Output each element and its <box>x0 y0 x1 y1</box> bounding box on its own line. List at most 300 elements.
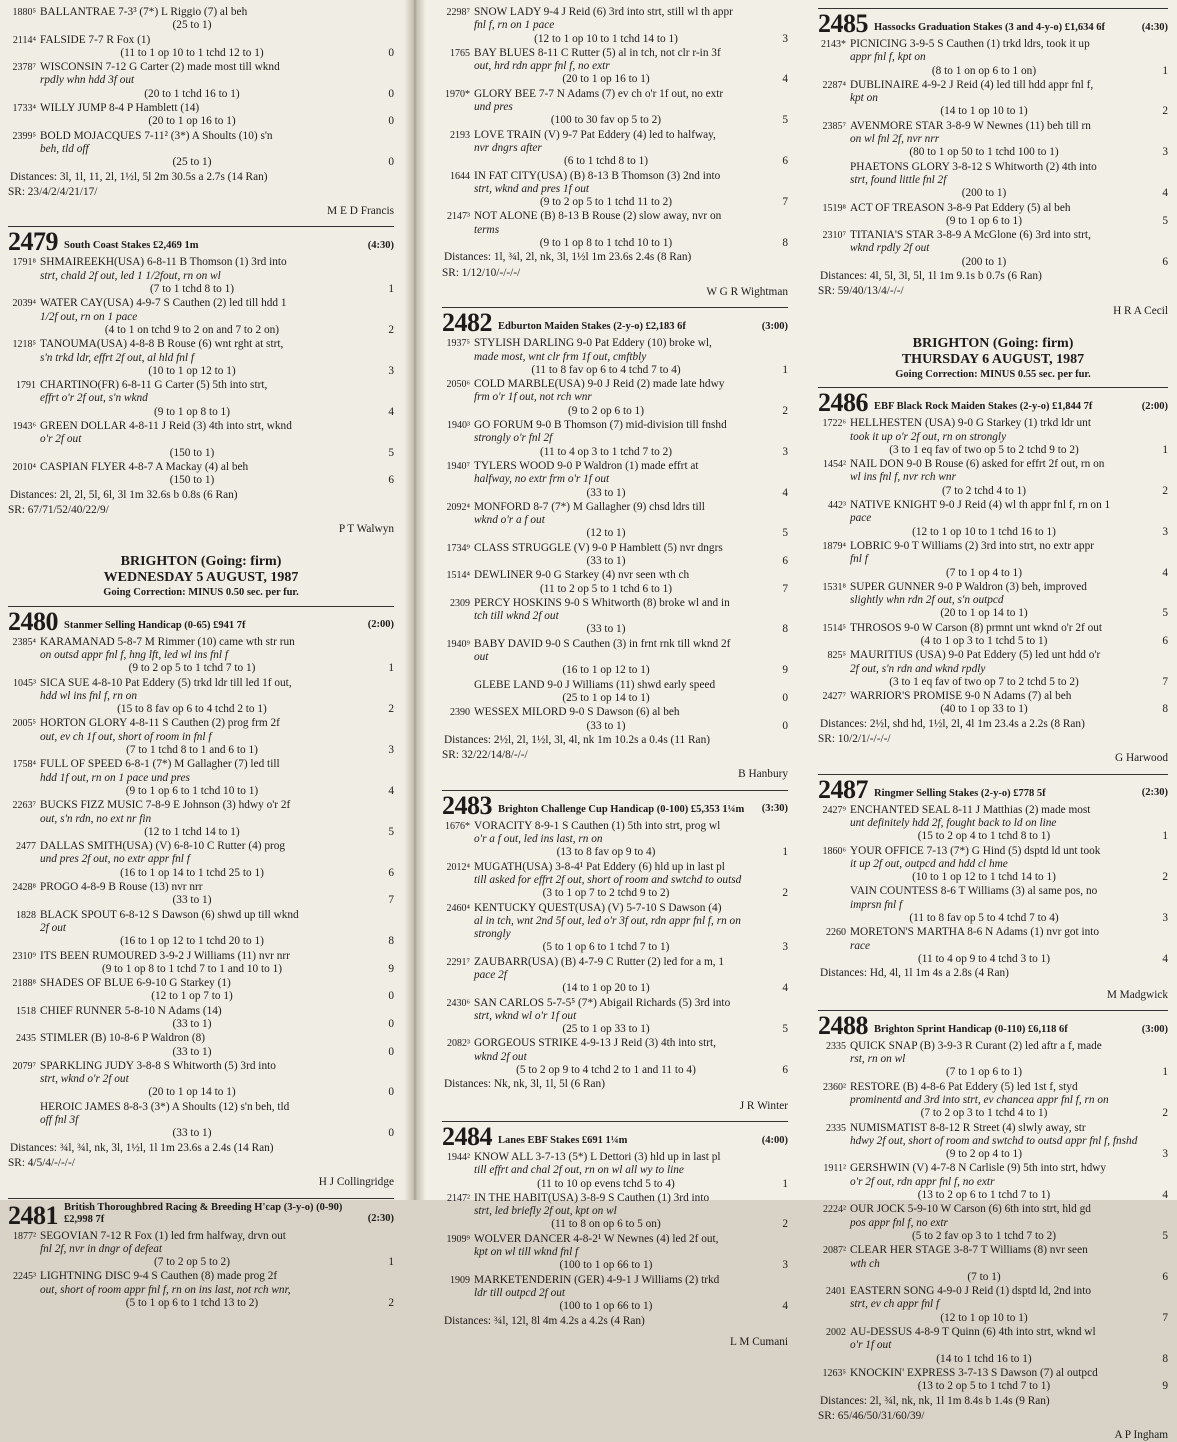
runner-odds: (9 to 1 op 8 to 1) <box>154 405 230 418</box>
runner-name: KENTUCKY QUEST(USA) (V) 5-7-10 S Dawson (4) <box>474 901 722 914</box>
finishing-position: 2 <box>388 323 394 336</box>
runner-comment: o'r a f out, led ins last, rn on <box>474 833 603 846</box>
runner-entry <box>818 1244 1168 1284</box>
runner-comment: strt, ev ch appr fnl f <box>850 1298 940 1311</box>
finishing-position: 3 <box>388 744 394 757</box>
runner-line <box>442 1151 770 1164</box>
form-reference: 1519⁸ <box>822 202 846 214</box>
speed-rating: SR: 4/5/4/-/-/-/ <box>8 1156 75 1169</box>
runner-comment: o'r 2f out, rdn appr fnl f, no extr <box>850 1175 995 1188</box>
runner-line <box>818 1244 1150 1257</box>
runner-entry <box>442 460 788 500</box>
runner-comment: appr fnl f, kpt on <box>850 51 926 64</box>
runner-name: PHAETONS GLORY 3-8-12 S Whitworth (2) 4th into <box>850 160 1097 173</box>
runner-entry <box>818 1285 1168 1325</box>
finishing-position: 3 <box>782 1259 788 1272</box>
runner-comment: wknd o'r a f out <box>474 514 545 527</box>
runner-line <box>442 337 770 350</box>
runner-name: BALLANTRAE 7-3³ (7*) L Riggio (7) al beh <box>40 6 248 18</box>
form-reference: 2390 <box>450 707 470 719</box>
runner-name: ZAUBARR(USA) (B) 4-7-9 C Rutter (2) led for a m, 1 <box>474 955 725 968</box>
runner-line <box>442 419 770 432</box>
runner-name: WESSEX MILORD 9-0 S Dawson (6) al beh <box>474 706 680 719</box>
runner-name: KARAMANAD 5-8-7 M Rimmer (10) came wth str run <box>40 635 295 648</box>
race-number: 2485 <box>818 9 868 38</box>
race-time: (2:30) <box>1141 787 1168 799</box>
form-reference: 2385⁷ <box>822 120 846 132</box>
runner-odds: (7 to 1) <box>967 1270 1001 1283</box>
runner-entry <box>8 1060 394 1100</box>
runner-entry <box>818 1162 1168 1202</box>
runner-entry <box>442 378 788 418</box>
race-distances: Distances: 1l, ¾l, 2l, nk, 3l, 1½l 1m 23.6s 2.4s (8 Ran) <box>444 251 692 264</box>
race-rule <box>818 774 1168 775</box>
runner-line <box>442 638 770 651</box>
finishing-position: 2 <box>1162 484 1168 497</box>
runner-name: THROSOS 9-0 W Carson (8) prmnt unt wknd o'r 2f out <box>850 621 1103 634</box>
runner-entry <box>8 950 394 977</box>
runner-line <box>8 950 376 963</box>
runner-entry <box>442 1151 788 1191</box>
runner-comment: till effrt and chal 2f out, rn on wl all wy to line <box>474 1164 684 1177</box>
runner-entry <box>442 542 788 569</box>
form-reference: 2005⁵ <box>12 718 36 730</box>
runner-odds: (12 to 1) <box>586 527 626 540</box>
race-distances: Distances: Hd, 4l, 1l 1m 4s a 2.8s (4 Ran) <box>820 967 1009 980</box>
race-block <box>818 1010 1168 1442</box>
runner-entry <box>442 210 788 250</box>
runner-name: FALSIDE 7-7 R Fox (1) <box>40 33 151 46</box>
finishing-position: 1 <box>782 846 788 859</box>
runner-odds: (33 to 1) <box>586 719 626 732</box>
runner-comment: fnl f <box>850 553 868 566</box>
runner-odds: (33 to 1) <box>586 623 626 636</box>
form-reference: 1531⁸ <box>822 581 846 593</box>
runner-line <box>8 461 376 474</box>
runner-comment: out, hrd rdn appr fnl f, no extr <box>474 60 610 73</box>
runner-odds: (10 to 1 op 12 to 1 tchd 14 to 1) <box>912 871 1056 884</box>
runner-name: BLACK SPOUT 6-8-12 S Dawson (6) shwd up till wknd <box>40 908 299 921</box>
race-rule <box>442 790 788 791</box>
runner-name: EASTERN SONG 4-9-0 J Reid (1) dsptd ld, 2nd into <box>850 1285 1091 1298</box>
runner-line <box>818 845 1150 858</box>
runner-name: ACT OF TREASON 3-8-9 Pat Eddery (5) al beh <box>850 201 1071 214</box>
runner-line <box>8 420 376 433</box>
runner-entry <box>8 1230 394 1270</box>
race-title: Edburton Maiden Stakes (2-y-o) £2,183 6f <box>498 321 686 333</box>
runner-name: SPARKLING JUDY 3-8-8 S Whitworth (5) 3rd into <box>40 1059 276 1072</box>
finishing-position: 6 <box>782 1064 788 1077</box>
race-continuation <box>442 6 788 299</box>
runner-name: AVENMORE STAR 3-8-9 W Newnes (11) beh till rn <box>850 119 1091 132</box>
finishing-position: 2 <box>388 1297 394 1310</box>
form-reference: 1944² <box>447 1151 470 1163</box>
race-time: (2:00) <box>367 619 394 631</box>
finishing-position: 1 <box>388 1256 394 1269</box>
form-reference: 2082³ <box>447 1038 470 1050</box>
runner-line <box>818 649 1150 662</box>
form-reference: 1940³ <box>447 420 470 432</box>
runner-comment: till asked for effrt 2f out, short of room and swtchd to outsd <box>474 873 742 886</box>
column-2 <box>442 6 788 1348</box>
finishing-position: 6 <box>1162 255 1168 268</box>
runner-name: SHMAIREEKH(USA) 6-8-11 B Thomson (1) 3rd into <box>40 256 287 269</box>
form-reference: 825⁵ <box>827 650 846 662</box>
form-reference: 2399⁵ <box>12 130 36 142</box>
runner-line <box>442 129 770 142</box>
finishing-position: 3 <box>1162 1148 1168 1161</box>
finishing-position: 5 <box>1162 214 1168 227</box>
runner-line <box>818 690 1150 703</box>
runner-entry <box>442 956 788 996</box>
race-distances: Distances: Nk, nk, 3l, 1l, 5l (6 Ran) <box>444 1078 605 1091</box>
book-gutter <box>404 0 426 1200</box>
runner-entry <box>818 845 1168 885</box>
race-block <box>442 790 788 1113</box>
form-reference: 1828 <box>16 909 36 921</box>
finishing-position: 6 <box>782 554 788 567</box>
finishing-position: 1 <box>388 662 394 675</box>
form-reference: 1943⁶ <box>12 421 36 433</box>
form-reference: 1758⁴ <box>12 759 36 771</box>
runner-line <box>8 881 376 894</box>
runner-line <box>818 1040 1150 1053</box>
runner-odds: (11 to 4 op 9 to 4 tchd 3 to 1) <box>918 952 1050 965</box>
form-reference: 2428⁸ <box>12 882 36 894</box>
runner-comment: wth ch <box>850 1257 880 1270</box>
finishing-position: 3 <box>1162 912 1168 925</box>
form-reference <box>8 1101 36 1114</box>
runner-name: TITANIA'S STAR 3-8-9 A McGlone (6) 3rd into strt, <box>850 229 1091 242</box>
runner-odds: (9 to 2 op 6 to 1) <box>568 404 644 417</box>
runner-odds: (33 to 1) <box>172 1127 212 1140</box>
runner-entry <box>818 38 1168 78</box>
runner-name: GLORY BEE 7-7 N Adams (7) ev ch o'r 1f out, no extr <box>474 87 724 100</box>
form-reference: 1518 <box>16 1005 36 1017</box>
runner-odds: (12 to 1 op 10 to 1) <box>940 1311 1028 1324</box>
runner-odds: (7 to 1 tchd 8 to 1) <box>149 283 235 296</box>
meeting-date: THURSDAY 6 AUGUST, 1987 <box>901 351 1085 367</box>
runner-name: BAY BLUES 8-11 C Rutter (5) al in tch, not clr r-in 3f <box>474 46 721 59</box>
runner-line <box>818 229 1150 242</box>
runner-line <box>8 1230 376 1243</box>
runner-comment: imprsn fnl f <box>850 898 903 911</box>
form-reference: 1676* <box>445 820 470 832</box>
finishing-position: 3 <box>1162 525 1168 538</box>
runner-entry <box>8 717 394 757</box>
runner-comment: nvr dngrs after <box>474 141 542 154</box>
runner-line <box>8 61 376 74</box>
meeting-course: BRIGHTON (Going: firm) <box>912 335 1074 351</box>
form-reference: 2291⁷ <box>446 956 470 968</box>
runner-name: SAN CARLOS 5-7-5⁵ (7*) Abigail Richards (5) 3rd into <box>474 996 731 1009</box>
runner-line <box>442 170 770 183</box>
runner-comment: pos appr fnl f, no extr <box>850 1216 948 1229</box>
runner-name: TYLERS WOOD 9-0 P Waldron (1) made effrt at <box>474 459 699 472</box>
trainer-name: M Madgwick <box>1106 988 1168 1001</box>
right-page <box>418 0 1177 1442</box>
runner-name: ENCHANTED SEAL 8-11 J Matthias (2) made most <box>850 803 1091 816</box>
runner-odds: (25 to 1 op 14 to 1) <box>562 691 650 704</box>
form-reference: 2430⁶ <box>446 997 470 1009</box>
runner-name: LOVE TRAIN (V) 9-7 Pat Eddery (4) led to halfway, <box>474 128 716 141</box>
runner-odds: (33 to 1) <box>172 894 212 907</box>
runner-line <box>818 120 1150 133</box>
runner-name: OUR JOCK 5-9-10 W Carson (6) 6th into strt, hld gd <box>850 1203 1091 1216</box>
finishing-position: 4 <box>1162 1189 1168 1202</box>
runner-odds: (200 to 1) <box>961 255 1007 268</box>
form-reference: 1909⁹ <box>446 1233 470 1245</box>
runner-comment: on wl fnl 2f, nvr nrr <box>850 133 940 146</box>
runner-comment: kpt on wl till wknd fnl f <box>474 1246 579 1259</box>
runner-entry <box>818 690 1168 717</box>
runner-odds: (80 to 1 op 50 to 1 tchd 100 to 1) <box>909 146 1059 159</box>
runner-name: WOLVER DANCER 4-8-2¹ W Newnes (4) led 2f out, <box>474 1232 719 1245</box>
runner-odds: (12 to 1 op 10 to 1 tchd 14 to 1) <box>534 32 678 45</box>
runner-comment: out, ev ch 1f out, short of room in fnl f <box>40 730 212 743</box>
finishing-position: 2 <box>1162 871 1168 884</box>
runner-odds: (3 to 1 eq fav of two op 7 to 2 tchd 5 to 2) <box>889 675 1079 688</box>
runner-odds: (12 to 1 op 10 to 1 tchd 16 to 1) <box>912 525 1056 538</box>
runner-entry <box>442 569 788 596</box>
runner-odds: (25 to 1) <box>172 156 212 169</box>
race-number: 2480 <box>8 606 58 636</box>
runner-comment: took it up o'r 2f out, rn on strongly <box>850 430 1007 443</box>
runner-name: MARKETENDERIN (GER) 4-9-1 J Williams (2) trkd <box>474 1273 720 1286</box>
race-time: (4:00) <box>761 1134 788 1146</box>
form-reference: 442³ <box>828 500 846 512</box>
runner-comment: out, short of room appr fnl f, rn on ins last, not rch wnr, <box>40 1283 291 1296</box>
race-header <box>442 308 788 338</box>
form-reference: 2050⁶ <box>446 379 470 391</box>
form-reference: 2335 <box>826 1040 846 1052</box>
runner-entry <box>442 337 788 377</box>
race-distances: Distances: ¾l, 12l, 8l 4m 4.2s a 4.2s (4 Ran) <box>444 1314 645 1327</box>
runner-odds: (20 to 1 op 14 to 1) <box>148 1086 236 1099</box>
form-reference: 2287⁴ <box>822 79 846 91</box>
runner-entry <box>818 622 1168 649</box>
finishing-position: 6 <box>388 866 394 879</box>
form-reference: 2224² <box>823 1204 846 1216</box>
runner-entry <box>818 1081 1168 1121</box>
form-reference: 2092⁴ <box>446 501 470 513</box>
finishing-position: 0 <box>782 691 788 704</box>
runner-odds: (20 to 1 op 16 to 1) <box>148 115 236 128</box>
runner-line <box>818 540 1150 553</box>
runner-odds: (150 to 1) <box>169 474 215 487</box>
runner-odds: (33 to 1) <box>586 486 626 499</box>
runner-entry <box>818 926 1168 966</box>
runner-name: IN FAT CITY(USA) (B) 8-13 B Thomson (3) 2nd into <box>474 169 721 182</box>
runner-odds: (16 to 1 op 12 to 1) <box>562 664 650 677</box>
race-header <box>818 9 1168 38</box>
race-block <box>8 226 394 536</box>
runner-name: ITS BEEN RUMOURED 3-9-2 J Williams (11) nvr nrr <box>40 949 290 962</box>
finishing-position: 7 <box>1162 1311 1168 1324</box>
finishing-position: 6 <box>388 474 394 487</box>
finishing-position: 8 <box>782 623 788 636</box>
form-reference: 1734⁹ <box>446 542 470 554</box>
runner-odds: (15 to 8 fav op 6 to 4 tchd 2 to 1) <box>117 703 267 716</box>
runner-line <box>8 256 376 269</box>
runner-comment: 2f out <box>40 921 67 934</box>
runner-comment: pace <box>850 512 872 525</box>
form-reference: 2245³ <box>13 1271 36 1283</box>
runner-comment: fnl f, rn on 1 pace <box>474 19 555 32</box>
trainer-name: J R Winter <box>739 1099 788 1112</box>
meeting-header <box>8 554 394 599</box>
runner-entry <box>442 997 788 1037</box>
runner-odds: (25 to 1) <box>172 19 212 32</box>
runner-name: QUICK SNAP (B) 3-9-3 R Curant (2) led aftr a f, made <box>850 1039 1102 1052</box>
runner-line <box>8 1270 376 1283</box>
finishing-position: 8 <box>388 935 394 948</box>
runner-name: VORACITY 8-9-1 S Cauthen (1) 5th into strt, prog wl <box>474 819 721 832</box>
runner-line <box>442 997 770 1010</box>
runner-entry <box>8 840 394 880</box>
form-reference <box>818 161 846 174</box>
runner-line <box>8 379 376 392</box>
runner-odds: (8 to 1 on op 6 to 1 on) <box>931 64 1037 77</box>
runner-entry <box>8 297 394 337</box>
finishing-position: 1 <box>1162 1066 1168 1079</box>
runner-odds: (14 to 1 tchd 16 to 1) <box>936 1352 1032 1365</box>
runner-line <box>818 1122 1150 1135</box>
runner-entry <box>8 61 394 101</box>
meeting-header <box>818 336 1168 381</box>
runner-odds: (15 to 2 op 4 to 1 tchd 8 to 1) <box>917 830 1051 843</box>
runner-comment: hdd wl ins fnl f, rn on <box>40 689 137 702</box>
runner-name: SUPER GUNNER 9-0 P Waldron (3) beh, improved <box>850 580 1087 593</box>
column-1 <box>8 6 394 1310</box>
race-header <box>442 790 788 820</box>
finishing-position: 7 <box>388 894 394 907</box>
race-rule <box>818 8 1168 9</box>
finishing-position: 0 <box>388 115 394 128</box>
form-reference <box>818 885 846 898</box>
runner-name: LOBRIC 9-0 T Williams (2) 3rd into strt, no extr appr <box>850 539 1094 552</box>
runner-odds: (11 to 4 op 3 to 1 tchd 7 to 2) <box>540 445 672 458</box>
runner-line <box>442 47 770 60</box>
finishing-position: 0 <box>388 87 394 100</box>
runner-odds: (100 to 1 op 66 to 1) <box>559 1259 653 1272</box>
finishing-position: 2 <box>782 404 788 417</box>
runner-comment: on outsd appr fnl f, hng lft, led wl ins fnl f <box>40 648 228 661</box>
runner-odds: (11 to 8 fav op 6 to 4 tchd 7 to 4) <box>531 363 681 376</box>
runner-entry <box>442 170 788 210</box>
runner-odds: (3 to 1 eq fav of two op 5 to 2 tchd 9 to 2) <box>889 443 1079 456</box>
runner-line <box>818 1326 1150 1339</box>
runner-line <box>818 79 1150 92</box>
runner-odds: (13 to 2 op 6 to 1 tchd 7 to 1) <box>917 1189 1051 1202</box>
runner-name: BUCKS FIZZ MUSIC 7-8-9 E Johnson (3) hdwy o'r 2f <box>40 799 291 812</box>
form-reference: 2087² <box>823 1245 846 1257</box>
race-footer <box>8 1157 394 1170</box>
runner-odds: (7 to 1 tchd 8 to 1 and 6 to 1) <box>126 744 258 757</box>
form-reference: 2039⁴ <box>12 298 36 310</box>
form-reference: 1860⁶ <box>822 845 846 857</box>
runner-comment: 2f out, s'n rdn and wknd rpdly <box>850 662 986 675</box>
runner-entry <box>8 1270 394 1310</box>
form-reference: 2335 <box>826 1122 846 1134</box>
race-time: (2:30) <box>367 1213 394 1225</box>
runner-line <box>818 1367 1150 1380</box>
finishing-position: 1 <box>1162 64 1168 77</box>
runner-odds: (25 to 1 op 33 to 1) <box>562 1023 650 1036</box>
runner-line <box>8 758 376 771</box>
runner-odds: (200 to 1) <box>961 187 1007 200</box>
runner-name: HEROIC JAMES 8-8-3 (3*) A Shoults (12) s'n beh, tld <box>40 1100 290 1113</box>
runner-line <box>442 1233 770 1246</box>
finishing-position: 1 <box>1162 830 1168 843</box>
runner-name: IN THE HABIT(USA) 3-8-9 S Cauthen (1) 3rd into <box>474 1191 710 1204</box>
race-block <box>818 8 1168 318</box>
runner-entry <box>8 256 394 296</box>
runner-comment: pace 2f <box>474 969 507 981</box>
trainer-name: L M Cumani <box>730 1335 788 1348</box>
runner-name: GO FORUM 9-0 B Thomson (7) mid-division till fnshd <box>474 419 727 432</box>
form-reference: 2193 <box>450 129 470 141</box>
finishing-position: 1 <box>1162 443 1168 456</box>
race-rule <box>818 1010 1168 1011</box>
runner-name: SEGOVIAN 7-12 R Fox (1) led frm halfway, drvn out <box>40 1229 286 1242</box>
runner-comment: out, s'n rdn, no ext nr fin <box>40 812 152 825</box>
speed-rating: SR: 1/12/10/-/-/-/ <box>442 266 521 279</box>
runner-line <box>442 210 770 223</box>
runner-line <box>8 130 376 143</box>
form-reference: 2310⁷ <box>822 230 846 242</box>
finishing-position: 8 <box>1162 1352 1168 1365</box>
runner-entry <box>8 379 394 419</box>
runner-entry <box>818 1326 1168 1366</box>
runner-entry <box>8 130 394 170</box>
runner-comment: frm o'r 1f out, not rch wnr <box>474 391 592 404</box>
form-reference: 1940⁷ <box>446 460 470 472</box>
form-reference: 1880⁵ <box>12 7 36 18</box>
finishing-position: 8 <box>782 237 788 250</box>
race-header <box>442 1121 788 1151</box>
finishing-position: 7 <box>1162 675 1168 688</box>
finishing-position: 3 <box>782 445 788 458</box>
runner-name: NATIVE KNIGHT 9-0 J Reid (4) wl th appr fnl f, rn on 1 <box>850 499 1111 512</box>
runner-line <box>442 501 770 514</box>
finishing-position: 4 <box>782 1300 788 1313</box>
runner-comment: wl ins fnl f, nvr rch wnr <box>850 471 956 484</box>
form-reference: 1218⁵ <box>12 339 36 351</box>
runner-line <box>442 542 770 555</box>
finishing-position: 7 <box>782 582 788 595</box>
runner-line <box>8 1060 376 1073</box>
runner-line <box>442 1037 770 1050</box>
trainer-name: W G R Wightman <box>706 285 788 298</box>
runner-name: RESTORE (B) 4-8-6 Pat Eddery (5) led 1st f, styd <box>850 1080 1078 1093</box>
race-rule <box>442 1121 788 1122</box>
runner-odds: (14 to 1 op 20 to 1) <box>562 982 650 995</box>
race-footer <box>8 504 394 517</box>
race-block <box>8 606 394 1190</box>
finishing-position: 9 <box>1162 1380 1168 1393</box>
runner-comment: fnl 2f, nvr in dngr of defeat <box>40 1242 163 1255</box>
form-reference: 2114⁴ <box>12 34 36 46</box>
runner-comment: strt, chald 2f out, led 1 1/2fout, rn on wl <box>40 269 221 282</box>
runner-odds: (7 to 2 op 5 to 2) <box>154 1256 230 1269</box>
runner-odds: (9 to 2 op 4 to 1) <box>946 1148 1022 1161</box>
finishing-position: 4 <box>388 405 394 418</box>
runner-name: SICA SUE 4-8-10 Pat Eddery (5) trkd ldr till led 1f out, <box>40 676 292 689</box>
runner-line <box>442 597 770 610</box>
runner-line <box>818 499 1150 512</box>
runner-line <box>442 679 770 692</box>
